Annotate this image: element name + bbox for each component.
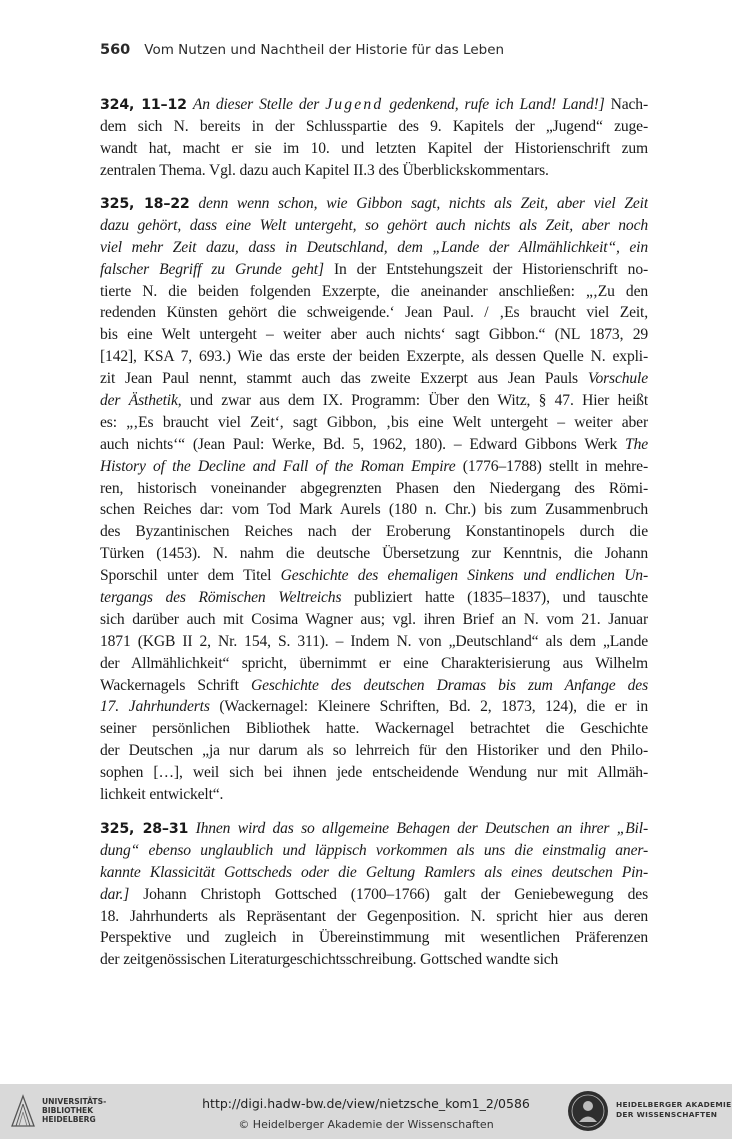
lemma-quote: An dieser Stelle der (192, 96, 326, 113)
commentary-text: 18. Jahrhunderts als Repräsentant der Gegenposition. N. spricht hier aus deren (100, 907, 648, 925)
lemma-quote: Geschichte des deutschen Dramas bis zum Anfange des (250, 676, 648, 694)
text-line (100, 587, 648, 609)
lemma-quote: falscher Begriff zu Grunde geht] (100, 260, 324, 278)
text-line (100, 138, 648, 160)
commentary-text: In der Entstehungszeit der Historienschrift no- (323, 260, 648, 278)
commentary-text: tierte N. die beiden folgenden Exzerpte, die aneinander anschließen: „‚Zu den (100, 282, 648, 300)
commentary-text: (Wackernagel: Kleinere Schriften, Bd. 2, 1873, 124), die er in (209, 698, 648, 716)
commentary-text: Sporschil unter dem Titel (100, 567, 281, 585)
commentary-text: zit Jean Paul nennt, stammt auch das zweite Exzerpt aus Jean Pauls (100, 370, 588, 388)
commentary-text: 1871 (KGB II 2, Nr. 154, S. 311). – Indem N. von „Deutschland“ als dem „Lande (100, 632, 648, 650)
text-line (100, 740, 648, 762)
text-line (100, 521, 648, 543)
commentary-text: , und zwar aus dem IX. Programm: Über den Witz, § 47. Hier heißt (177, 392, 648, 410)
text-line (100, 762, 648, 784)
commentary-text: der Deutschen „ja nur darum als so lehrreich für den Historiker und den Philo- (100, 742, 648, 760)
commentary-entry (100, 94, 648, 182)
text-line (100, 818, 648, 840)
commentary-text: der zeitgenössischen Literaturgeschichtsschreibung. Gottsched wandte sich (100, 951, 559, 969)
commentary-text: bis eine Welt untergeht – weiter aber auch nichts‘ sagt Gibbon.“ (NL 1873, 29 (100, 326, 648, 344)
text-line (100, 631, 648, 653)
lemma-quote: Geschichte des ehemaligen Sinkens und endlichen Un- (280, 567, 648, 585)
lemma-quote: der Ästhetik (100, 392, 178, 410)
text-line (100, 193, 648, 215)
text-line (100, 696, 648, 718)
text-line (100, 499, 648, 521)
commentary-text: sophen […], weil sich bei ihnen jede entscheidende Wendung nur mit Allmäh- (100, 764, 648, 782)
commentary-text: Johann Christoph Gottsched (1700–1766) galt der Geniebewegung des (129, 885, 648, 903)
lemma-quote: viel mehr Zeit dazu, dass in Deutschland, dem „Lande der Allmählichkeit“, ein (100, 238, 648, 256)
lemma-quote: dazu gehört, dass eine Welt untergeht, so gehört auch nichts als Zeit, aber noch (100, 216, 648, 234)
commentary-text: ren, historisch voneinander abgegrenzten Phasen den Niedergang des Römi- (100, 479, 648, 497)
text-line (100, 116, 648, 138)
commentary-entry (100, 193, 648, 806)
commentary-text: [142], KSA 7, 693.) Wie das erste der beiden Exzerpte, als dessen Quelle N. expli- (100, 348, 648, 366)
source-url-link[interactable]: http://digi.hadw-bw.de/view/nietzsche_kom1_2/0586 (202, 1096, 530, 1111)
commentary-text: schen Reiches dar: vom Tod Mark Aurels (180 n. Chr.) bis zum Zusammenbruch (100, 501, 648, 519)
commentary-text: wandt hat, macht er sie im 10. und letzten Kapitel der Historienschrift zum (100, 139, 648, 157)
text-line (100, 215, 648, 237)
copyright-notice: © Heidelberger Akademie der Wissenschaften (238, 1118, 494, 1131)
text-line (100, 565, 648, 587)
commentary-text: auch nichts‘“ (Jean Paul: Werke, Bd. 5, 1962, 180). – Edward Gibbons Werk (100, 435, 626, 453)
lemma-quote: The (625, 435, 648, 453)
commentary-text: (1776–1788) stellt in mehre- (455, 457, 648, 475)
spaced-emphasis: Jugend (325, 96, 384, 113)
lemma-reference: 325, 28–31 (100, 821, 189, 837)
lemma-quote: Ihnen wird das so allgemeine Behagen der Deutschen an ihrer „Bil- (195, 820, 648, 837)
commentary-text: Wackernagels Schrift (100, 676, 251, 694)
text-line (100, 927, 648, 949)
text-line (100, 281, 648, 303)
lemma-quote: kannte Klassicität Gottscheds oder die Geltung Ramlers als eines deutschen Pin- (100, 863, 648, 881)
lemma-reference: 325, 18–22 (100, 196, 190, 212)
commentary-text: lichkeit entwickelt“. (100, 786, 224, 804)
text-line (100, 784, 648, 806)
text-line (100, 368, 648, 390)
university-library-name: UNIVERSITÄTS- BIBLIOTHEK HEIDELBERG (42, 1097, 107, 1124)
text-line (100, 94, 648, 116)
text-line (100, 259, 648, 281)
lemma-quote: dung“ ebenso unglaublich und läppisch vorkommen als uns die einstmalig aner- (100, 841, 648, 859)
lemma-quote: Vorschule (587, 370, 648, 388)
text-line (100, 675, 648, 697)
text-line (100, 434, 648, 456)
text-line (100, 840, 648, 862)
commentary-text: sich darüber auch mit Cosima Wagner aus; vgl. ihren Brief an N. vom 21. Januar (100, 610, 648, 628)
text-line (100, 949, 648, 971)
running-title: Vom Nutzen und Nachtheil der Historie für das Leben (144, 42, 505, 58)
text-line (100, 862, 648, 884)
commentary-text: des Byzantinischen Reiches nach der Eroberung Konstantinopels durch die (100, 523, 648, 541)
commentary-text: Perspektive und zugleich in Übereinstimmung mit wesentlichen Präferenzen (100, 929, 648, 947)
text-line (100, 478, 648, 500)
lemma-quote: dar.] (100, 885, 130, 903)
text-line (100, 609, 648, 631)
text-line (100, 160, 648, 182)
lemma-quote: denn wenn schon, wie Gibbon sagt, nichts als Zeit, aber viel Zeit (198, 195, 648, 212)
text-line (100, 324, 648, 346)
text-line (100, 302, 648, 324)
text-line (100, 653, 648, 675)
text-line (100, 390, 648, 412)
commentary-text: der Allmählichkeit“ spricht, übernimmt er eine Charakterisierung aus Wilhelm (100, 654, 648, 672)
commentary-text: seiner persönlichen Bibliothek hatte. Wackernagel betrachtet die Geschichte (100, 720, 648, 738)
text-line (100, 456, 648, 478)
running-header (100, 42, 660, 66)
text-line (100, 237, 648, 259)
text-line (100, 906, 648, 928)
commentary-text: redenden Künsten gehört die schweigende.‘ Jean Paul. / ‚Es braucht viel Zeit, (100, 304, 648, 322)
text-line (100, 884, 648, 906)
commentary-text: Nach- (604, 96, 648, 113)
commentary-text: dem sich N. bereits in der Schlusspartie des 9. Kapitels der „Jugend“ zuge- (100, 117, 648, 135)
lemma-reference: 324, 11–12 (100, 97, 187, 113)
footer-bar (0, 1084, 732, 1139)
lemma-quote: History of the Decline and Fall of the Roman Empire (100, 457, 456, 475)
page-number: 560 (100, 42, 131, 58)
text-line (100, 543, 648, 565)
text-line (100, 718, 648, 740)
commentary-text: zentralen Thema. Vgl. dazu auch Kapitel II.3 des Überblickskommentars. (100, 161, 549, 179)
commentary-text: publiziert hatte (1835–1837), und tauschte (341, 589, 648, 607)
text-line (100, 346, 648, 368)
academy-seal-icon (566, 1089, 610, 1133)
commentary-text: es: „‚Es braucht viel Zeit‘, sagt Gibbon, ‚bis eine Welt untergeht – weiter aber (100, 413, 648, 431)
commentary-entry (100, 818, 648, 971)
lemma-quote: gedenkend, rufe ich Land! Land!] (383, 96, 605, 113)
text-line (100, 412, 648, 434)
commentary-text (188, 820, 195, 837)
lemma-quote: tergangs des Römischen Weltreichs (100, 589, 342, 607)
lemma-quote: 17. Jahrhunderts (100, 698, 210, 716)
academy-name: HEIDELBERGER AKADEMIE DER WISSENSCHAFTEN (616, 1100, 732, 1119)
commentary-text: Türken (1453). N. nahm die deutsche Übersetzung zur Kenntnis, die Johann (100, 545, 648, 563)
